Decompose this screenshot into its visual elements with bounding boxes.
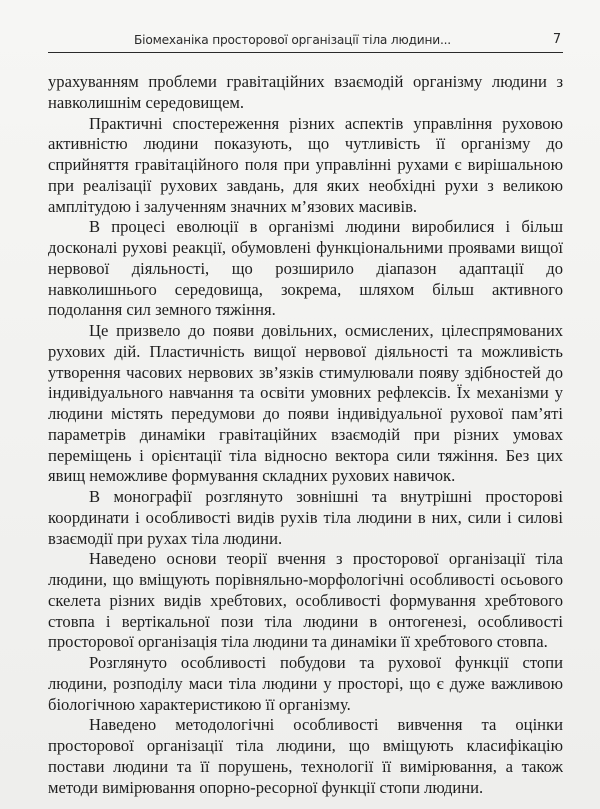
paragraph-theory-basics: Наведено основи теорії вчення з просторової організації тіла людини, що вміщують порівняльно-морфологічні особливості осьового скелета різних видів хребтових, особливості формування хребтового стовпа і вертікальної пози тіла людини в онтогенезі, особливості просторової організація тіла людини та динаміки її хребтового стовпа. <box>48 549 563 652</box>
paragraph-evolution: В процесі еволюції в організмі людини виробилися і більш досконалі рухові реакції, обумовлені функціональними проявами вищої нервової діяльності, що розширило діапазон адаптації до навколишнього середовища, зокрема, шляхом більш активного подолання сил земного тяжіння. <box>48 217 563 320</box>
paragraph-methodology: Наведено методологічні особливості вивчення та оцінки просторової організації тіла людини, що вміщують класифікацію постави людини та її порушень, технології її вимірювання, а також методи вимірювання опорно-ресорної функції стопи людини. <box>48 715 563 797</box>
page-number: 7 <box>552 32 561 47</box>
body-text <box>48 72 563 798</box>
paragraph-foot-function: Розглянуто особливості побудови та рухової функції стопи людини, розподілу маси тіла людини у просторі, що є дуже важливою біологічною характеристикою її організму. <box>48 653 563 714</box>
running-title: Біомеханіка просторової організації тіла людини... <box>134 33 451 47</box>
paragraph-practical-observations: Практичні спостереження різних аспектів управління руховою активністю людини показують, що чутливість її організму до сприйняття гравітаційного поля при управлінні рухами є вирішальною при реалізації рухових завдань, для яких необхідні рухи з великою амплітудою і залученням значних м’язових масивів. <box>48 113 563 216</box>
running-header <box>48 30 563 53</box>
paragraph-continued: урахуванням проблеми гравітаційних взаємодій організму людини з навколишнім середовищем. <box>48 72 563 112</box>
paragraph-voluntary-actions: Це призвело до появи довільних, осмислених, цілеспрямованих рухових дій. Пластичність вищої нервової діяльності та можливість утворення часових нервових зв’язків стимулювали появу здібностей до індивідуального навчання та освіти умовних рефлексів. Їх механізми у людини містять передумови до появи індивідуальної рухової пам’яті параметрів динаміки гравітаційних взаємодій при різних умовах переміщень і орієнтації тіла відносно вектора сили тяжіння. Без цих явищ неможливе формування складних рухових навичок. <box>48 321 563 486</box>
paragraph-monograph-coordinates: В монографії розглянуто зовнішні та внутрішні просторові координати і особливості видів рухів тіла людини в них, сили і силові взаємодії при рухах тіла людини. <box>48 487 563 548</box>
